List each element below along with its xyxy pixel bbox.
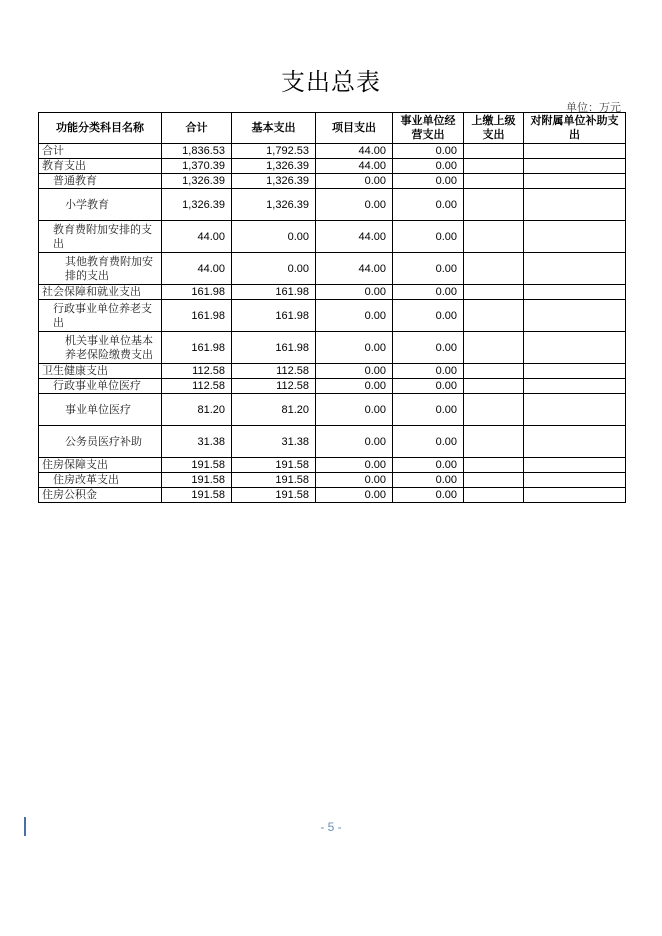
cell-business-expenditure: 0.00 bbox=[393, 488, 464, 503]
cell-category-name: 教育费附加安排的支出 bbox=[39, 221, 162, 253]
cell-total: 44.00 bbox=[162, 221, 232, 253]
cell-business-expenditure: 0.00 bbox=[393, 394, 464, 426]
header-category-name: 功能分类科目名称 bbox=[39, 113, 162, 144]
cell-upper-remittance bbox=[464, 144, 524, 159]
cell-total: 191.58 bbox=[162, 473, 232, 488]
cell-upper-remittance bbox=[464, 426, 524, 458]
cell-upper-remittance bbox=[464, 174, 524, 189]
cell-total: 191.58 bbox=[162, 488, 232, 503]
cell-total: 1,326.39 bbox=[162, 189, 232, 221]
cell-basic-expenditure: 191.58 bbox=[232, 488, 316, 503]
cell-basic-expenditure: 1,326.39 bbox=[232, 189, 316, 221]
cell-subsidiary-subsidy bbox=[524, 144, 626, 159]
header-business-expenditure: 事业单位经营支出 bbox=[393, 113, 464, 144]
cell-category-name: 事业单位医疗 bbox=[39, 394, 162, 426]
cell-upper-remittance bbox=[464, 458, 524, 473]
cell-category-name: 机关事业单位基本养老保险缴费支出 bbox=[39, 332, 162, 364]
cell-total: 1,370.39 bbox=[162, 159, 232, 174]
cell-upper-remittance bbox=[464, 221, 524, 253]
cell-business-expenditure: 0.00 bbox=[393, 189, 464, 221]
cell-project-expenditure: 0.00 bbox=[316, 394, 393, 426]
header-basic-expenditure: 基本支出 bbox=[232, 113, 316, 144]
cell-project-expenditure: 0.00 bbox=[316, 189, 393, 221]
cell-total: 112.58 bbox=[162, 379, 232, 394]
cell-project-expenditure: 44.00 bbox=[316, 253, 393, 285]
cell-project-expenditure: 0.00 bbox=[316, 285, 393, 300]
cell-subsidiary-subsidy bbox=[524, 221, 626, 253]
cell-total: 31.38 bbox=[162, 426, 232, 458]
cell-upper-remittance bbox=[464, 189, 524, 221]
cell-subsidiary-subsidy bbox=[524, 253, 626, 285]
table-row bbox=[39, 488, 626, 503]
cell-upper-remittance bbox=[464, 488, 524, 503]
header-total: 合计 bbox=[162, 113, 232, 144]
cell-project-expenditure: 0.00 bbox=[316, 332, 393, 364]
cell-total: 1,836.53 bbox=[162, 144, 232, 159]
cell-project-expenditure: 0.00 bbox=[316, 364, 393, 379]
cell-total: 161.98 bbox=[162, 300, 232, 332]
cell-basic-expenditure: 0.00 bbox=[232, 253, 316, 285]
cell-basic-expenditure: 112.58 bbox=[232, 364, 316, 379]
page-number: - 5 - bbox=[320, 820, 342, 834]
cell-subsidiary-subsidy bbox=[524, 426, 626, 458]
cell-subsidiary-subsidy bbox=[524, 458, 626, 473]
cell-project-expenditure: 0.00 bbox=[316, 300, 393, 332]
cell-business-expenditure: 0.00 bbox=[393, 379, 464, 394]
cell-business-expenditure: 0.00 bbox=[393, 473, 464, 488]
cell-category-name: 公务员医疗补助 bbox=[39, 426, 162, 458]
cell-business-expenditure: 0.00 bbox=[393, 253, 464, 285]
cell-category-name: 社会保障和就业支出 bbox=[39, 285, 162, 300]
cell-basic-expenditure: 161.98 bbox=[232, 285, 316, 300]
cell-project-expenditure: 44.00 bbox=[316, 144, 393, 159]
cell-subsidiary-subsidy bbox=[524, 174, 626, 189]
cell-project-expenditure: 0.00 bbox=[316, 379, 393, 394]
cell-category-name: 卫生健康支出 bbox=[39, 364, 162, 379]
cell-project-expenditure: 0.00 bbox=[316, 426, 393, 458]
cell-subsidiary-subsidy bbox=[524, 332, 626, 364]
cell-subsidiary-subsidy bbox=[524, 189, 626, 221]
cell-category-name: 住房公积金 bbox=[39, 488, 162, 503]
cell-business-expenditure: 0.00 bbox=[393, 426, 464, 458]
cell-basic-expenditure: 1,792.53 bbox=[232, 144, 316, 159]
cell-upper-remittance bbox=[464, 473, 524, 488]
cell-category-name: 合计 bbox=[39, 144, 162, 159]
cell-category-name: 其他教育费附加安排的支出 bbox=[39, 253, 162, 285]
cell-business-expenditure: 0.00 bbox=[393, 159, 464, 174]
cell-project-expenditure: 0.00 bbox=[316, 174, 393, 189]
cell-subsidiary-subsidy bbox=[524, 364, 626, 379]
cell-business-expenditure: 0.00 bbox=[393, 364, 464, 379]
cell-upper-remittance bbox=[464, 379, 524, 394]
table-row bbox=[39, 458, 626, 473]
table-row bbox=[39, 394, 626, 426]
cell-total: 81.20 bbox=[162, 394, 232, 426]
table-row bbox=[39, 159, 626, 174]
cell-upper-remittance bbox=[464, 364, 524, 379]
table-row bbox=[39, 300, 626, 332]
cell-basic-expenditure: 1,326.39 bbox=[232, 159, 316, 174]
table-row bbox=[39, 253, 626, 285]
table-row bbox=[39, 189, 626, 221]
header-subsidiary-subsidy: 对附属单位补助支出 bbox=[524, 113, 626, 144]
table-row bbox=[39, 332, 626, 364]
table-header-row bbox=[39, 113, 626, 144]
table-row bbox=[39, 473, 626, 488]
cell-business-expenditure: 0.00 bbox=[393, 458, 464, 473]
cell-total: 161.98 bbox=[162, 285, 232, 300]
cell-subsidiary-subsidy bbox=[524, 285, 626, 300]
cell-subsidiary-subsidy bbox=[524, 379, 626, 394]
cell-upper-remittance bbox=[464, 253, 524, 285]
cell-upper-remittance bbox=[464, 285, 524, 300]
cell-subsidiary-subsidy bbox=[524, 300, 626, 332]
cell-upper-remittance bbox=[464, 159, 524, 174]
cell-subsidiary-subsidy bbox=[524, 488, 626, 503]
cell-project-expenditure: 0.00 bbox=[316, 458, 393, 473]
header-upper-remittance: 上缴上级支出 bbox=[464, 113, 524, 144]
cell-basic-expenditure: 112.58 bbox=[232, 379, 316, 394]
cell-business-expenditure: 0.00 bbox=[393, 144, 464, 159]
cell-total: 161.98 bbox=[162, 332, 232, 364]
cell-category-name: 普通教育 bbox=[39, 174, 162, 189]
cell-total: 1,326.39 bbox=[162, 174, 232, 189]
cell-business-expenditure: 0.00 bbox=[393, 221, 464, 253]
table-row bbox=[39, 221, 626, 253]
cell-business-expenditure: 0.00 bbox=[393, 300, 464, 332]
cell-category-name: 住房保障支出 bbox=[39, 458, 162, 473]
header-project-expenditure: 项目支出 bbox=[316, 113, 393, 144]
table-row bbox=[39, 379, 626, 394]
table-row bbox=[39, 364, 626, 379]
expenditure-summary-table bbox=[38, 112, 626, 503]
cell-basic-expenditure: 191.58 bbox=[232, 473, 316, 488]
cell-project-expenditure: 44.00 bbox=[316, 221, 393, 253]
cell-business-expenditure: 0.00 bbox=[393, 174, 464, 189]
cell-category-name: 住房改革支出 bbox=[39, 473, 162, 488]
table-row bbox=[39, 426, 626, 458]
cell-basic-expenditure: 1,326.39 bbox=[232, 174, 316, 189]
cell-basic-expenditure: 31.38 bbox=[232, 426, 316, 458]
cell-project-expenditure: 0.00 bbox=[316, 488, 393, 503]
cell-basic-expenditure: 161.98 bbox=[232, 300, 316, 332]
cell-category-name: 行政事业单位养老支出 bbox=[39, 300, 162, 332]
cell-upper-remittance bbox=[464, 394, 524, 426]
cell-basic-expenditure: 0.00 bbox=[232, 221, 316, 253]
unit-label: 单位：万元 bbox=[566, 101, 621, 114]
cell-total: 112.58 bbox=[162, 364, 232, 379]
cell-total: 44.00 bbox=[162, 253, 232, 285]
table-row bbox=[39, 144, 626, 159]
cell-basic-expenditure: 81.20 bbox=[232, 394, 316, 426]
cell-business-expenditure: 0.00 bbox=[393, 285, 464, 300]
cell-total: 191.58 bbox=[162, 458, 232, 473]
cell-upper-remittance bbox=[464, 332, 524, 364]
cell-upper-remittance bbox=[464, 300, 524, 332]
cell-basic-expenditure: 161.98 bbox=[232, 332, 316, 364]
cell-business-expenditure: 0.00 bbox=[393, 332, 464, 364]
cell-subsidiary-subsidy bbox=[524, 394, 626, 426]
cell-category-name: 行政事业单位医疗 bbox=[39, 379, 162, 394]
cell-subsidiary-subsidy bbox=[524, 473, 626, 488]
cell-basic-expenditure: 191.58 bbox=[232, 458, 316, 473]
cell-project-expenditure: 44.00 bbox=[316, 159, 393, 174]
cell-project-expenditure: 0.00 bbox=[316, 473, 393, 488]
cell-category-name: 小学教育 bbox=[39, 189, 162, 221]
page-title: 支出总表 bbox=[281, 68, 381, 96]
cell-subsidiary-subsidy bbox=[524, 159, 626, 174]
table-row bbox=[39, 174, 626, 189]
table-row bbox=[39, 285, 626, 300]
cell-category-name: 教育支出 bbox=[39, 159, 162, 174]
